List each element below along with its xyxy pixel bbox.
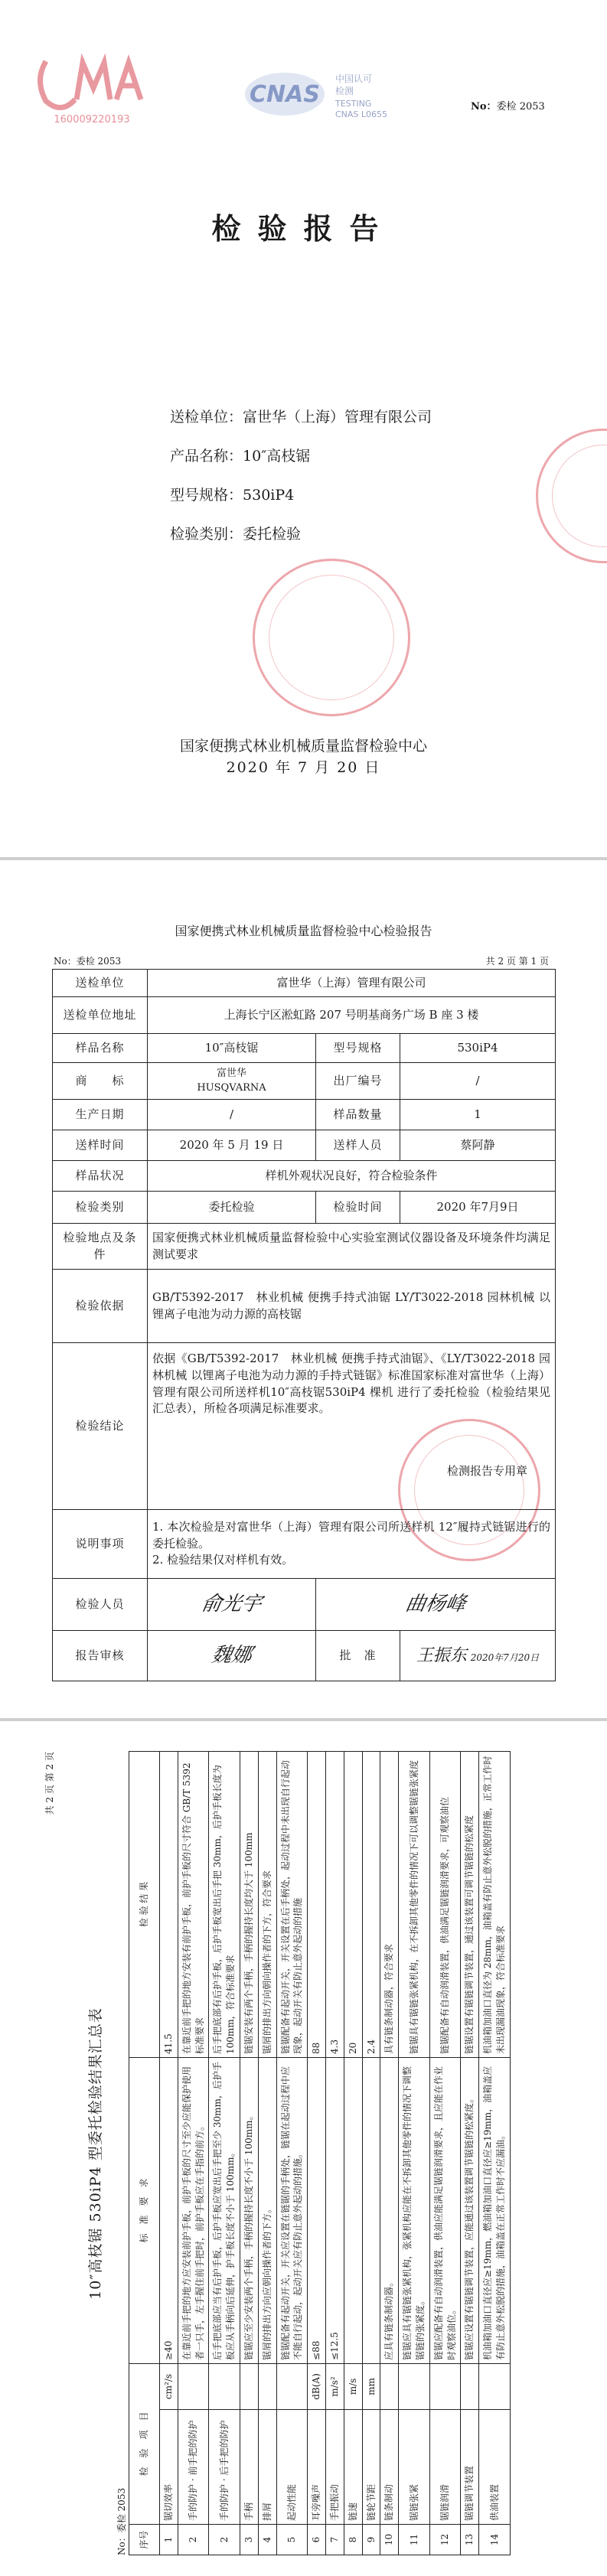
results-table [129,1751,511,2555]
type-label: 检验类别 [53,1192,148,1224]
row-item: 锯链张紧 [399,2410,430,2525]
row-no: 5 [276,2525,308,2555]
conclusion-cell [148,1343,556,1510]
row-no: 11 [399,2525,430,2555]
serial-value: / [400,1063,556,1100]
row-item: 链轮节距 [362,2410,380,2525]
sample-name-value: 10″高枝锯 [148,1034,316,1063]
summary-page [0,860,607,1718]
results-rotated-wrapper [38,1744,574,2563]
location-label: 检验地点及条件 [53,1224,148,1270]
row-no: 12 [429,2525,461,2555]
conclusion-value: 依据《GB/T5392-2017 林业机械 便携手持式油锯》、《LY/T3022-2018 园林机械 以锂离子电池为动力源的手持式链锯》标准国家标准对富世华（上海）管理有限公司所送样机10″高枝锯530iP4 棵机 进行了委托检验（检验结果见汇总表），所检各项满足标准要求。 [152,1352,551,1416]
red-seal-center [253,559,410,716]
table-row [479,1751,511,2555]
results-report-no: No：委检 2053 [116,2487,127,2555]
product-line: 产品名称：10″高枝锯 [170,448,311,465]
results-title: 10″高枝锯 530iP4 型委托检验结果汇总表 [87,2007,104,2300]
review-label: 报告审核 [53,1631,148,1681]
head-req: 标 准 要 求 [129,2057,160,2363]
review-sig: 魏娜 [148,1631,316,1681]
qty-label: 样品数量 [316,1100,400,1130]
row-no: 8 [344,2525,362,2555]
row-requirement [344,2057,362,2363]
cma-logo [31,46,153,130]
row-no: 7 [325,2525,344,2555]
row-item: 链条制动 [380,2410,399,2525]
cover-info [170,409,432,566]
row-requirement: 机油箱加油口直径应≥19mm，燃油箱加油口直径应≥19mm，油箱盖应有防止意外松脱的措施，油箱盖在正常工作时不应漏油。 [479,2057,511,2363]
address-label: 送检单位地址 [53,997,148,1034]
row-result: 后手把底部有后护手板，后护手板宽出后手把 30mm，后护手板长度为 100mm，符合标准要求 [209,1751,240,2057]
table-row [178,1751,209,2555]
client-value: 富世华（上海）管理有限公司 [148,970,556,997]
row-requirement: 链锯应配备有自动润滑装置，供油应能满足锯链润滑要求，且应能在作业时观察油位。 [429,2057,461,2363]
table-row [325,1751,344,2555]
row-item: 锯链调节装置 [461,2410,479,2525]
row-unit: m/s² [325,2363,344,2409]
model-value: 530iP4 [400,1034,556,1063]
summary-page-info: 共 2 页 第 1 页 [485,956,549,967]
row-item: 手的防护 · 前手把的防护 [178,2410,209,2525]
prod-date-label: 生产日期 [53,1100,148,1130]
row-requirement: 链锯应具有锯链张紧机构，张紧机构应能在不拆卸其他零件的情况下调整锯链的张紧度。 [399,2057,430,2363]
row-result: 机油箱加油口直径为 28mm，油箱盖有防止意外松脱的措施，正常工作时未出现漏油现象，符合标准要求 [479,1751,511,2057]
row-no: 9 [362,2525,380,2555]
type-line: 检验类别：委托检验 [170,526,302,543]
row-unit [461,2363,479,2409]
row-unit [380,2363,399,2409]
type-value: 委托检验 [148,1192,316,1224]
row-unit [429,2363,461,2409]
row-item: 手柄 [240,2410,258,2525]
table-row [344,1751,362,2555]
results-body [160,1751,511,2555]
sample-name-label: 样品名称 [53,1034,148,1063]
sender-label: 送样人员 [316,1130,400,1161]
head-no: 序号 [129,2525,160,2555]
row-requirement: ≤88 [308,2057,326,2363]
client-line: 送检单位：富世华（上海）管理有限公司 [170,409,432,426]
basis-value: GB/T5392-2017 林业机械 便携手持式油锯 LY/T3022-2018 园林机械 以锂离子电池为动力源的高枝锯 [148,1270,556,1343]
row-item: 锯链润滑 [429,2410,461,2525]
table-row [160,1751,178,2555]
trademark-value: 富世华 HUSQVARNA [148,1063,316,1100]
table-row [276,1751,308,2555]
row-requirement: ≤12.5 [325,2057,344,2363]
row-result: 41.5 [160,1751,178,2057]
condition-label: 样品状况 [53,1161,148,1192]
row-unit: dB(A) [308,2363,326,2409]
address-value: 上海长宁区淞虹路 207 号明基商务广场 B 座 3 楼 [148,997,556,1034]
row-requirement: 链锯应至少安装两个手柄，手柄的握持长度不小于 100mm。 [240,2057,258,2363]
row-item: 锯切效率 [160,2410,178,2525]
row-requirement: 后手把底部应当有后护手板，后护手板应宽出后手把至少 30mm，后护手板应从手柄向后延伸，护手板长度不小于 100mm。 [209,2057,240,2363]
row-item: 链速 [344,2410,362,2525]
cnas-brand: CNAS [250,81,320,108]
cnas-cn2: 检测 [335,86,354,96]
row-unit: m/s [344,2363,362,2409]
row-item: 排屑 [258,2410,276,2525]
row-requirement: 应具有链条制动器。 [380,2057,399,2363]
prod-date-value: / [148,1100,316,1130]
report-number: No：委检 2053 [471,101,545,112]
approve-sig: 王振东 2020年7月20日 [400,1631,556,1681]
inspector-label: 检验人员 [53,1579,148,1631]
cnas-cn: 中国认可 [335,73,373,84]
model-label: 型号规格 [316,1034,400,1063]
row-no: 3 [240,2525,258,2555]
cnas-en1: TESTING [335,99,372,109]
table-row [380,1751,399,2555]
client-label: 送检单位 [53,970,148,997]
row-no: 13 [461,2525,479,2555]
row-result: 4.3 [325,1751,344,2057]
row-unit [240,2363,258,2409]
row-unit [399,2363,430,2409]
row-unit [178,2363,209,2409]
inspector-sig-2: 曲杨峰 [316,1579,556,1631]
row-no: 14 [479,2525,511,2555]
row-unit: cm²/s [160,2363,178,2409]
row-result: 链锯具有锯链张紧机构，在不拆卸其他零件的情况下可以调整锯链张紧度 [399,1751,430,2057]
row-requirement [362,2057,380,2363]
table-row [240,1751,258,2555]
row-result: 88 [308,1751,326,2057]
row-no: 2 [178,2525,209,2555]
table-row [308,1751,326,2555]
row-item: 手把振动 [325,2410,344,2525]
row-result: 链锯设置有锯链调节装置，通过该装置可调节锯链的松紧度 [461,1751,479,2057]
notes-cell [148,1510,556,1579]
send-date-label: 送样时间 [53,1130,148,1161]
row-no: 2 [209,2525,240,2555]
row-item: 耳旁噪声 [308,2410,326,2525]
row-no: 6 [308,2525,326,2555]
notes-label: 说明事项 [53,1510,148,1579]
row-no: 1 [160,2525,178,2555]
row-unit [209,2363,240,2409]
qty-value: 1 [400,1100,556,1130]
head-item: 检 验 项 目 [129,2363,160,2524]
results-page [0,1721,607,2576]
row-unit [479,2363,511,2409]
inspector-sig-1: 俞光宇 [148,1579,316,1631]
row-result: 在靠近前手把的地方安装有前护手板，前护手板的尺寸符合 GB/T 5392 标准要求 [178,1751,209,2057]
summary-header: 国家便携式林业机械质量监督检验中心检验报告 [175,924,432,938]
table-row [362,1751,380,2555]
note-2: 2. 检验结果仅对样机有效。 [152,1553,294,1567]
row-unit: mm [362,2363,380,2409]
table-row [258,1751,276,2555]
serial-label: 出厂编号 [316,1063,400,1100]
row-item: 供油装置 [479,2410,511,2525]
report-title: 检验报告 [211,211,396,246]
row-result: 锯屑的排出方向朝向操作者的下方，符合要求 [258,1751,276,2057]
trademark-label: 商 标 [53,1063,148,1100]
location-value: 国家便携式林业机械质量监督检验中心实验室测试仪器设备及环境条件均满足测试要求 [148,1224,556,1270]
row-requirement: 锯屑的排出方向应朝向操作者的下方。 [258,2057,276,2363]
test-date-label: 检验时间 [316,1192,400,1224]
row-unit [258,2363,276,2409]
send-date-value: 2020 年 5 月 19 日 [148,1130,316,1161]
row-result: 2.4 [362,1751,380,2057]
summary-table [52,969,556,1681]
row-result: 链锯配备有起动开关，开关设置在后手柄处，起动过程中未出现自行起动现象，起动开关有防止意外起动的措施 [276,1751,308,2057]
basis-label: 检验依据 [53,1270,148,1343]
red-seal-top-right [536,429,607,563]
cma-code: 160009220193 [54,114,130,126]
row-requirement: 链锯配备有起动开关，开关应设置在链锯的手柄处，链锯在起动过程中应不能自行起动，起动开关应有防止意外起动的措施。 [276,2057,308,2363]
cnas-logo [237,65,467,134]
condition-value: 样机外观状况良好，符合检验条件 [148,1161,556,1192]
row-result: 链锯安装有两个手柄，手柄的握持长度均大于 100mm [240,1751,258,2057]
row-requirement: ≥40 [160,2057,178,2363]
conclusion-label: 检验结论 [53,1343,148,1510]
note-1: 1. 本次检验是对富世华（上海）管理有限公司所送样机 12″履持式链锯进行的委托检验。 [152,1519,551,1550]
approve-label: 批 准 [316,1631,400,1681]
row-no: 10 [380,2525,399,2555]
row-requirement: 链锯应设置有锯链调节装置，应能通过该装置调节锯链的松紧度。 [461,2057,479,2363]
row-result: 20 [344,1751,362,2057]
row-item: 起动性能 [276,2410,308,2525]
issuer-name: 国家便携式林业机械质量监督检验中心 [179,738,427,755]
model-line: 型号规格：530iP4 [170,487,295,504]
row-no: 4 [258,2525,276,2555]
row-requirement: 在靠近前手把的地方应安装前护手板，前护手板的尺寸至少应能保护使用者一只手，左手握住前手把时，前护手板应在手指的前方。 [178,2057,209,2363]
sender-value: 蔡阿静 [400,1130,556,1161]
row-result: 具有链条制动器，符合要求 [380,1751,399,2057]
table-row [461,1751,479,2555]
head-result: 检 验 结 果 [129,1751,160,2057]
approve-date: 2020年7月20日 [470,1652,540,1663]
stamp-label: 检测报告专用章 [447,1464,528,1478]
cover-page [0,0,607,857]
issue-date: 2020 年 7 月 20 日 [226,759,381,776]
test-date-value: 2020 年7月9日 [400,1192,556,1224]
table-row [209,1751,240,2555]
cnas-en2: CNAS L0655 [335,109,388,119]
table-row [429,1751,461,2555]
summary-report-no: No：委检 2053 [54,956,122,967]
results-page-info: 共 2 页 第 2 页 [44,1752,55,1815]
row-result: 链锯配备有自动润滑装置，供油满足锯链润滑要求，可观察油位 [429,1751,461,2057]
table-row [399,1751,430,2555]
row-item: 手的防护 · 后手把的防护 [209,2410,240,2525]
row-unit [276,2363,308,2409]
